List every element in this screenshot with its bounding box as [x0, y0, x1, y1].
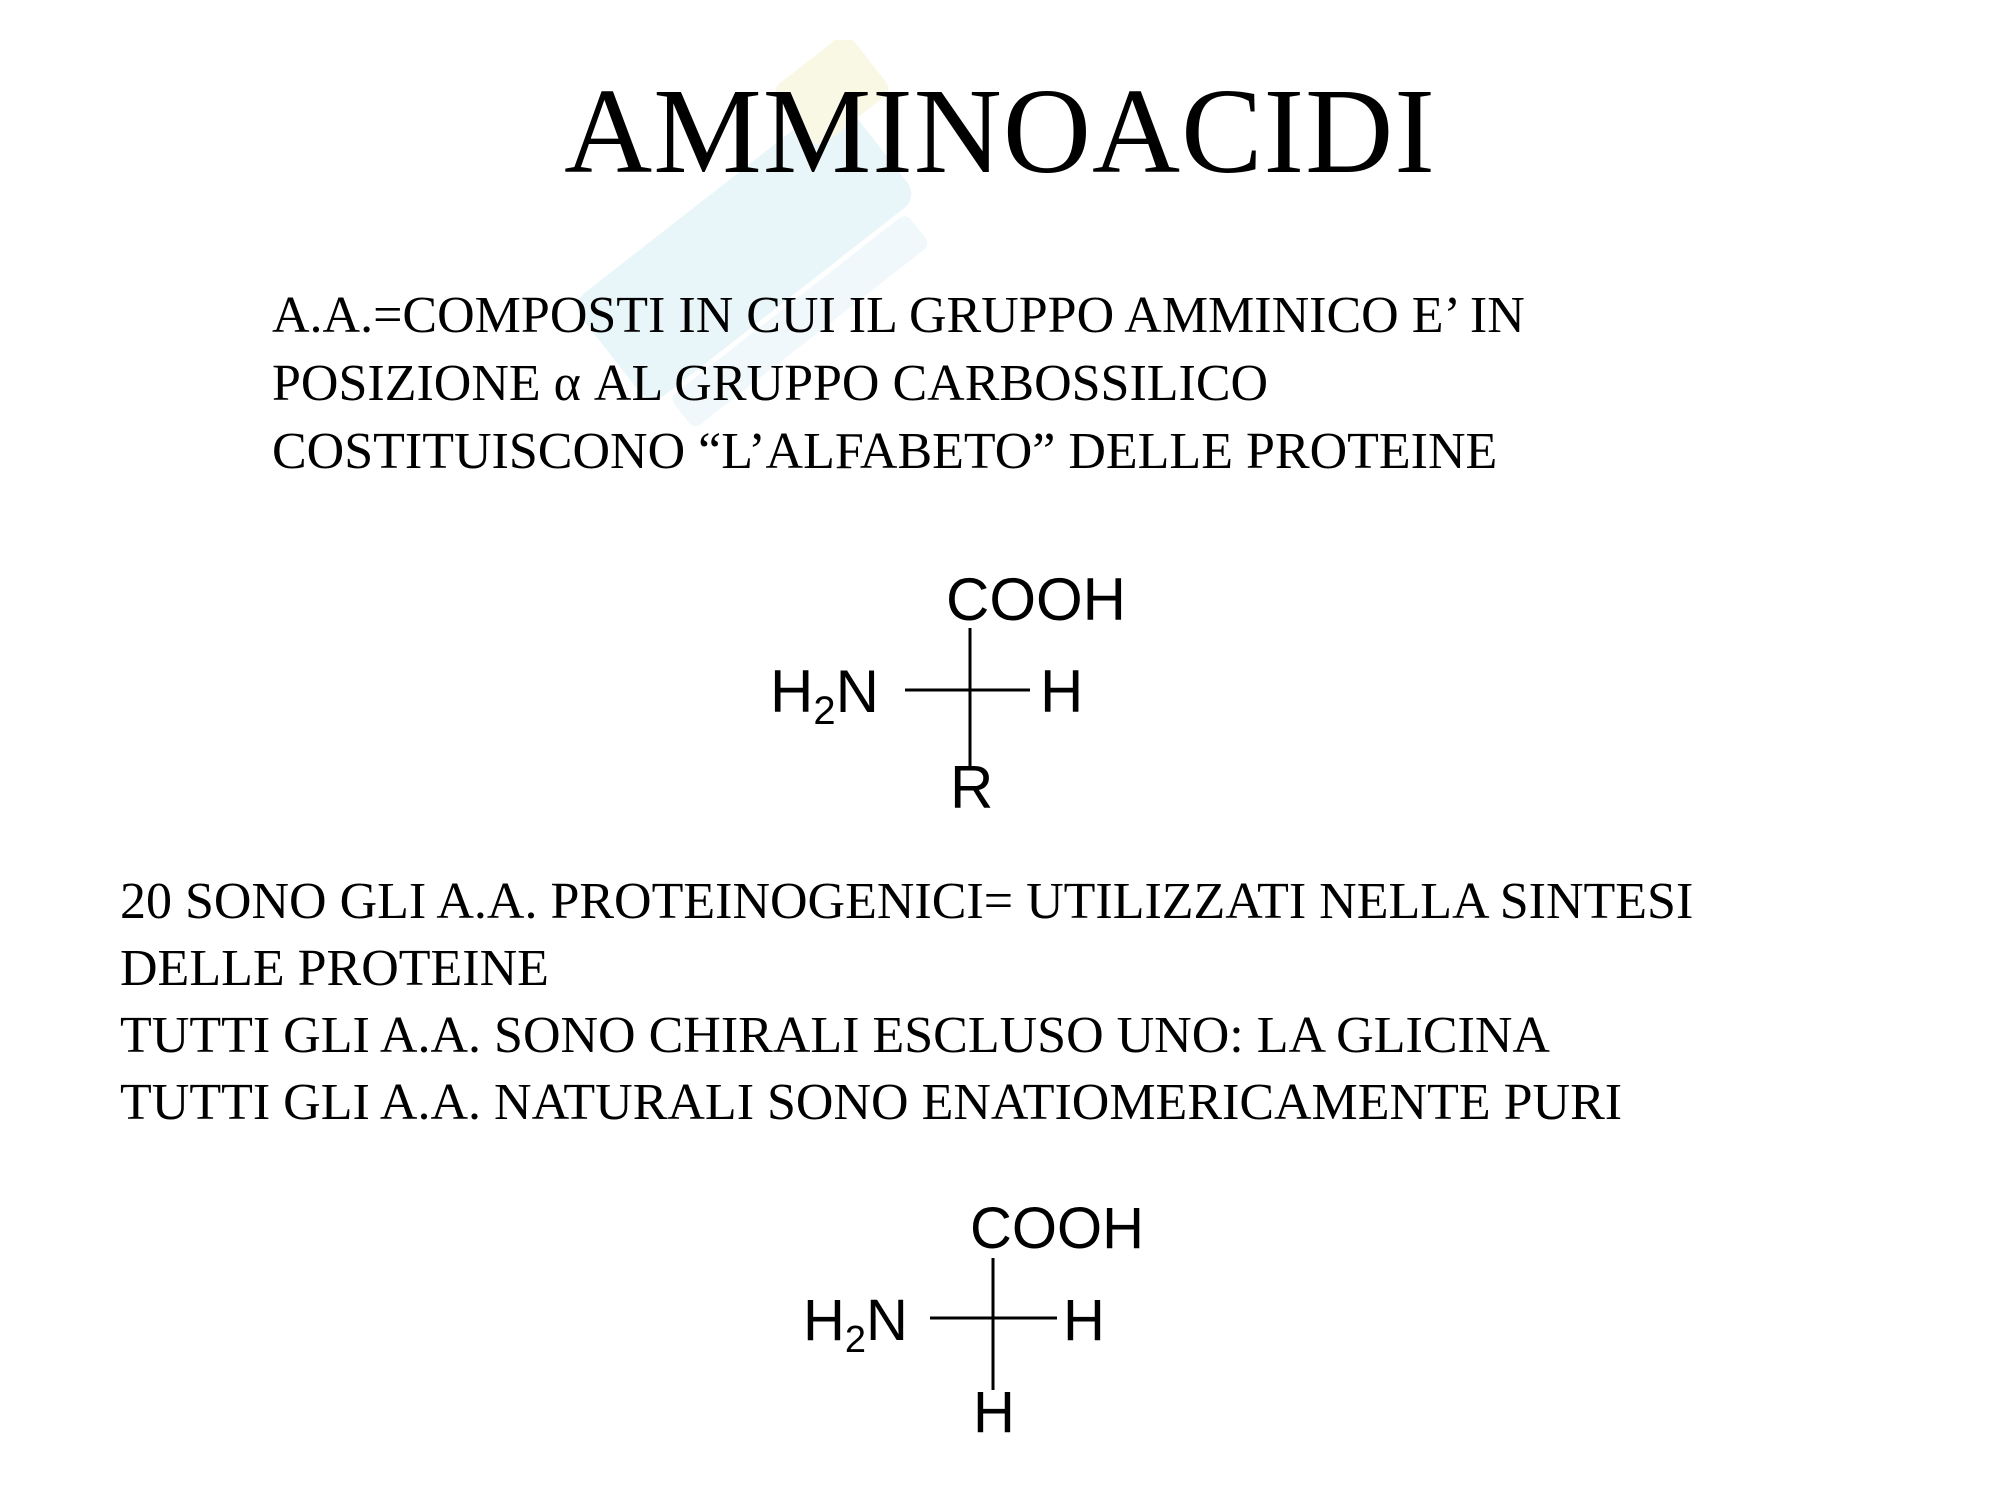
- formula-bottom-group: H: [973, 1380, 1015, 1445]
- facts-line: 20 SONO GLI A.A. PROTEINOGENICI= UTILIZZATI NELLA SINTESI: [120, 873, 1694, 930]
- formula-top-group: COOH: [946, 566, 1126, 633]
- facts-line: TUTTI GLI A.A. NATURALI SONO ENATIOMERICAMENTE PURI: [120, 1074, 1623, 1131]
- intro-line: POSIZIONE α AL GRUPPO CARBOSSILICO: [272, 355, 1269, 412]
- intro-text: [272, 282, 1525, 486]
- amino-acid-formula: [760, 560, 1160, 825]
- facts-line: TUTTI GLI A.A. SONO CHIRALI ESCLUSO UNO: LA GLICINA: [120, 1007, 1550, 1064]
- formula-left-group: $H_2N$: [770, 658, 879, 733]
- formula-right-group: H: [1063, 1288, 1105, 1353]
- facts-text: [120, 868, 1693, 1136]
- formula-bottom-group: R: [950, 754, 994, 821]
- formula-right-group: H: [1040, 658, 1084, 725]
- facts-line: DELLE PROTEINE: [120, 940, 549, 997]
- formula-top-group: COOH: [970, 1196, 1144, 1261]
- glycine-formula: [795, 1190, 1175, 1455]
- formula-left-group: $H_2N$: [803, 1288, 908, 1361]
- intro-line: A.A.=COMPOSTI IN CUI IL GRUPPO AMMINICO E’ IN: [272, 287, 1525, 344]
- intro-line: COSTITUISCONO “L’ALFABETO” DELLE PROTEINE: [272, 423, 1498, 480]
- slide-title: AMMINOACIDI: [564, 64, 1436, 199]
